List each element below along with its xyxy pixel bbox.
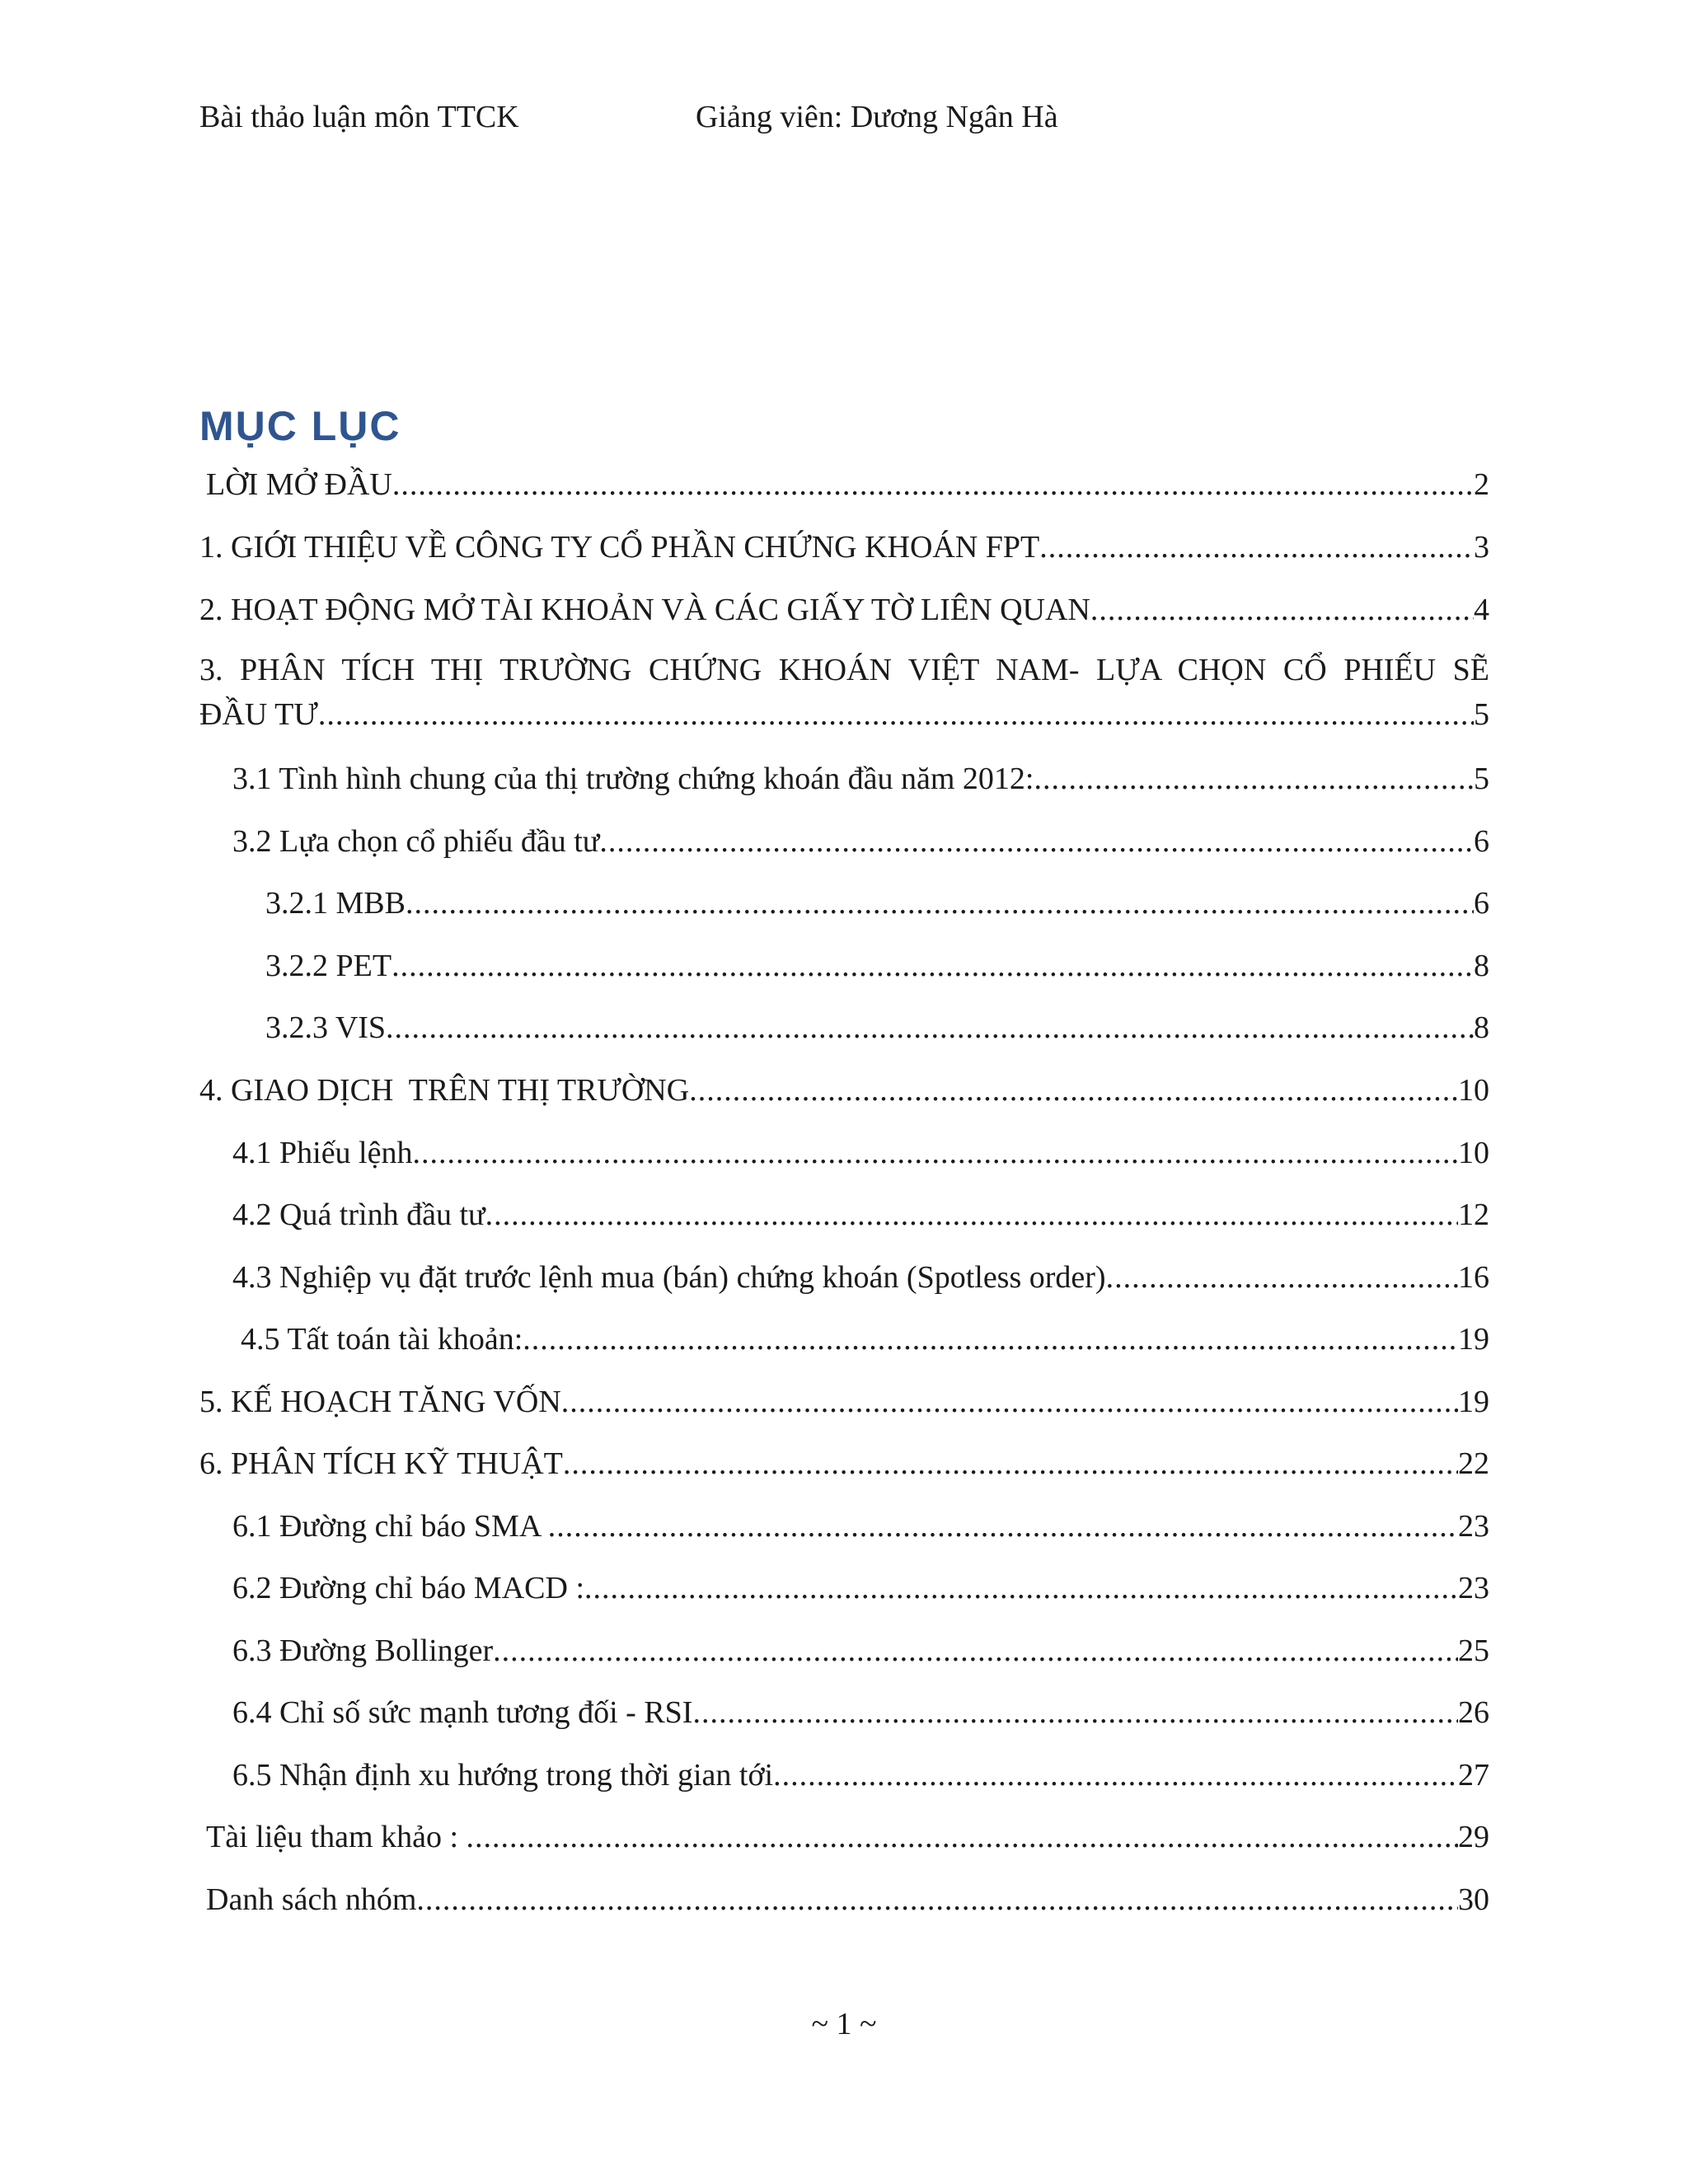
toc-entry-page: 5 [1474,697,1489,732]
toc-entry-label: 3.2.3 VIS [265,1010,387,1045]
toc-entry-section-4-1[interactable] [232,1134,1489,1172]
header-course-title: Bài thảo luận môn TTCK [199,100,519,134]
toc-entry-label: Tài liệu tham khảo : [206,1820,467,1854]
toc-entry-label: 4. GIAO DỊCH TRÊN THỊ TRƯỜNG [199,1073,690,1108]
toc-entry-label: 6. PHÂN TÍCH KỸ THUẬT [199,1446,563,1481]
toc-entry-page: 6 [1474,886,1489,921]
toc-entry-label: 1. GIỚI THIỆU VỀ CÔNG TY CỔ PHẦN CHỨNG KHOÁN FPT [199,530,1040,565]
toc-entry-label: Danh sách nhóm [206,1882,417,1917]
toc-entry-section-3-2[interactable] [232,823,1489,860]
toc-entry-section-4-3[interactable] [232,1258,1489,1296]
toc-entry-label: 6.1 Đường chỉ báo SMA [232,1509,548,1544]
toc-leader [692,1694,1458,1732]
toc-title: MỤC LỤC [199,403,401,449]
toc-entry-page: 23 [1458,1509,1489,1544]
toc-entry-page: 3 [1474,530,1489,565]
toc-entry-label: 4.5 Tất toán tài khoản: [241,1322,523,1357]
toc-entry-page: 10 [1458,1073,1489,1108]
toc-entry-label: 2. HOẠT ĐỘNG MỞ TÀI KHOẢN VÀ CÁC GIẤY TỜ LIÊN QUAN [199,593,1090,627]
toc-entry-section-3[interactable] [199,648,1489,737]
toc-entry-page: 23 [1458,1571,1489,1605]
toc-entry-loi-mo-dau[interactable] [206,466,1489,504]
toc-leader [548,1507,1458,1545]
toc-entry-label: 4.3 Nghiệp vụ đặt trước lệnh mua (bán) chứng khoán (Spotless order) [232,1260,1106,1295]
toc-leader [392,947,1474,985]
toc-entry-section-3-1[interactable] [232,760,1489,798]
toc-leader [392,466,1474,504]
toc-entry-page: 8 [1474,1010,1489,1045]
toc-entry-section-6-4[interactable] [232,1694,1489,1732]
toc-entry-label-continued: ĐẦU TƯ [199,697,318,732]
toc-entry-references[interactable] [206,1818,1489,1856]
toc-entry-section-3-2-1[interactable] [265,884,1489,922]
toc-entry-line2 [199,692,1489,737]
toc-entry-label: 6.2 Đường chỉ báo MACD : [232,1571,584,1605]
toc-entry-section-5[interactable] [199,1383,1489,1421]
toc-leader [523,1320,1458,1358]
toc-leader [599,823,1474,860]
toc-entry-label: 3.1 Tình hình chung của thị trường chứng khoán đầu năm 2012: [232,762,1034,796]
toc-entry-section-6-3[interactable] [232,1632,1489,1670]
toc-entry-section-6-1[interactable] [232,1507,1489,1545]
toc-entry-label: 6.5 Nhận định xu hướng trong thời gian tới [232,1758,774,1793]
toc-entry-label: 5. KẾ HOẠCH TĂNG VỐN [199,1385,561,1419]
toc-leader [386,1009,1474,1047]
toc-leader [1034,760,1474,798]
toc-entry-section-1[interactable] [199,528,1489,566]
toc-entry-page: 19 [1458,1385,1489,1419]
toc-entry-page: 25 [1458,1633,1489,1668]
toc-entry-page: 4 [1474,593,1489,627]
toc-leader [773,1756,1458,1794]
toc-entry-page: 19 [1458,1322,1489,1357]
toc-entry-page: 22 [1458,1446,1489,1481]
toc-leader [412,1134,1458,1172]
toc-entry-label: 4.2 Quá trình đầu tư [232,1197,485,1232]
toc-leader [467,1818,1458,1856]
toc-leader [1090,591,1474,629]
toc-entry-section-6-2[interactable] [232,1569,1489,1607]
toc-entry-label: 4.1 Phiếu lệnh [232,1136,413,1170]
toc-entry-page: 30 [1458,1882,1489,1917]
toc-entry-page: 12 [1458,1197,1489,1232]
toc-entry-section-2[interactable] [199,591,1489,629]
toc-leader [493,1632,1458,1670]
toc-leader [318,692,1474,737]
toc-entry-label: 3.2.1 MBB [265,886,406,921]
toc-entry-page: 10 [1458,1136,1489,1170]
header-lecturer: Giảng viên: Dương Ngân Hà [696,100,1058,134]
toc-entry-page: 6 [1474,824,1489,859]
toc-leader [561,1383,1458,1421]
toc-entry-page: 26 [1458,1695,1489,1730]
toc-entry-label: 3.2 Lựa chọn cổ phiếu đầu tư [232,824,600,859]
toc-entry-section-6-5[interactable] [232,1756,1489,1794]
toc-entry-label: 6.4 Chỉ số sức mạnh tương đối - RSI [232,1695,693,1730]
toc-leader [689,1071,1458,1109]
toc-entry-label: 3. PHÂN TÍCH THỊ TRƯỜNG CHỨNG KHOÁN VIỆT NAM- LỰA CHỌN CỔ PHIẾU SẼ [199,653,1489,687]
toc-leader [1106,1258,1458,1296]
toc-entry-section-4-5[interactable] [241,1320,1489,1358]
toc-entry-label: 6.3 Đường Bollinger [232,1633,494,1668]
toc-entry-label: 3.2.2 PET [265,949,392,983]
toc-entry-section-3-2-3[interactable] [265,1009,1489,1047]
toc-entry-page: 2 [1474,467,1489,502]
toc-leader [406,884,1474,922]
toc-entry-page: 27 [1458,1758,1489,1793]
toc-entry-section-6[interactable] [199,1445,1489,1483]
toc-entry-page: 8 [1474,949,1489,983]
toc-leader [584,1569,1458,1607]
toc-entry-section-4-2[interactable] [232,1196,1489,1234]
toc-entry-section-4[interactable] [199,1071,1489,1109]
toc-leader [416,1881,1458,1919]
toc-leader [563,1445,1458,1483]
toc-entry-group-members[interactable] [206,1881,1489,1919]
toc-entry-page: 5 [1474,762,1489,796]
toc-entry-section-3-2-2[interactable] [265,947,1489,985]
page-number: ~ 1 ~ [811,2007,877,2041]
toc-entry-label: LỜI MỞ ĐẦU [206,467,392,502]
toc-leader [1039,528,1474,566]
toc-entry-page: 16 [1458,1260,1489,1295]
toc-leader [485,1196,1458,1234]
toc-entry-page: 29 [1458,1820,1489,1854]
